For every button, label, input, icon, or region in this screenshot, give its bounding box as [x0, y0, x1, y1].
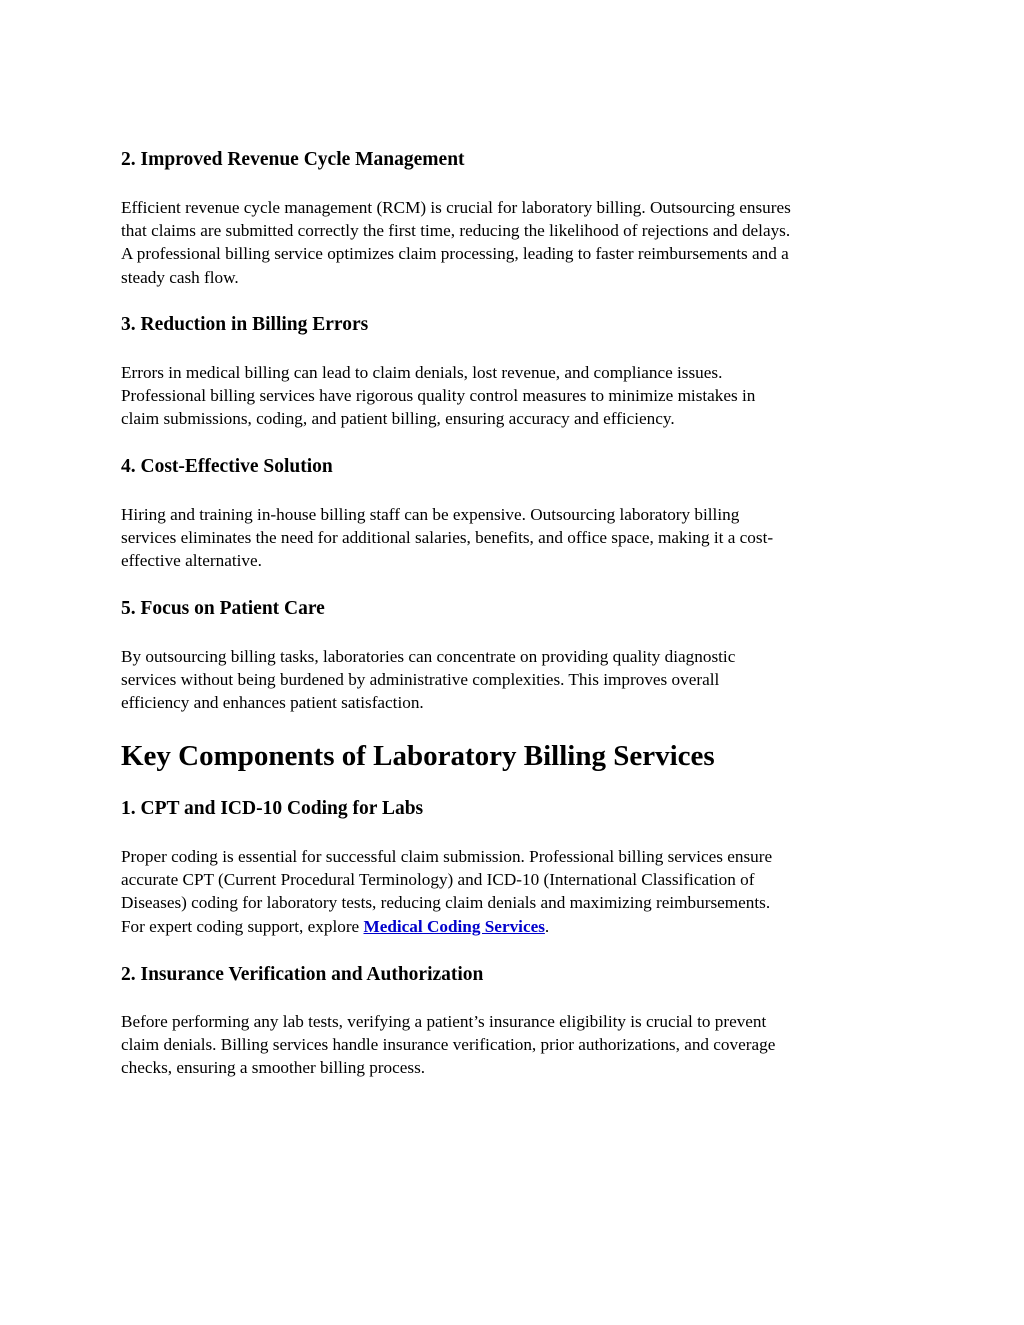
text-line: Hiring and training in-house billing staff can be expensive. Outsourcing laboratory billing	[121, 505, 740, 524]
text-line: Before performing any lab tests, verifying a patient’s insurance eligibility is crucial to prevent	[121, 1012, 767, 1031]
text-line: steady cash flow.	[121, 267, 239, 287]
heading-cost-effective: 4. Cost-Effective Solution	[121, 456, 333, 477]
text-line: services eliminates the need for additional salaries, benefits, and office space, making it a cost-	[121, 528, 774, 548]
text-line: Proper coding is essential for successful claim submission. Professional billing services ensure	[121, 847, 773, 866]
text-line: effective alternative.	[121, 551, 262, 571]
text-line: efficiency and enhances patient satisfaction.	[121, 693, 424, 713]
text-line: Professional billing services have rigorous quality control measures to minimize mistakes in	[121, 386, 756, 406]
text-line: Diseases) coding for laboratory tests, reducing claim denials and maximizing reimbursements.	[121, 893, 771, 913]
heading-key-components: Key Components of Laboratory Billing Services	[121, 740, 715, 772]
text-line: By outsourcing billing tasks, laboratories can concentrate on providing quality diagnostic	[121, 647, 736, 666]
heading-improved-rcm: 2. Improved Revenue Cycle Management	[121, 149, 465, 170]
heading-insurance-verification: 2. Insurance Verification and Authorization	[121, 964, 484, 985]
paragraph-improved-rcm	[121, 196, 791, 289]
paragraph-billing-errors	[121, 361, 755, 431]
text-line: Errors in medical billing can lead to claim denials, lost revenue, and compliance issues.	[121, 363, 723, 382]
text-prefix: For expert coding support, explore	[121, 916, 364, 936]
heading-cpt-icd10: 1. CPT and ICD-10 Coding for Labs	[121, 798, 424, 819]
paragraph-patient-care	[121, 645, 735, 715]
text-line: claim submissions, coding, and patient billing, ensuring accuracy and efficiency.	[121, 409, 675, 429]
text-line: that claims are submitted correctly the first time, reducing the likelihood of rejections and delays.	[121, 221, 791, 241]
text-suffix: .	[544, 916, 550, 936]
heading-patient-care: 5. Focus on Patient Care	[121, 598, 325, 619]
text-line-with-link	[121, 915, 772, 938]
paragraph-insurance-verification	[121, 1010, 775, 1080]
text-line: accurate CPT (Current Procedural Terminology) and ICD-10 (International Classification of	[121, 870, 755, 890]
paragraph-cost-effective	[121, 503, 773, 573]
text-line: claim denials. Billing services handle insurance verification, prior authorizations, and coverage	[121, 1035, 776, 1055]
paragraph-cpt-icd10	[121, 845, 772, 938]
text-line: services without being burdened by administrative complexities. This improves overall	[121, 670, 720, 690]
heading-billing-errors: 3. Reduction in Billing Errors	[121, 314, 369, 335]
text-line: checks, ensuring a smoother billing process.	[121, 1058, 426, 1078]
text-line: A professional billing service optimizes claim processing, leading to faster reimbursements and a	[121, 244, 789, 264]
medical-coding-services-link[interactable]: Medical Coding Services	[363, 916, 545, 936]
text-line: Efficient revenue cycle management (RCM) is crucial for laboratory billing. Outsourcing ensures	[121, 198, 791, 217]
